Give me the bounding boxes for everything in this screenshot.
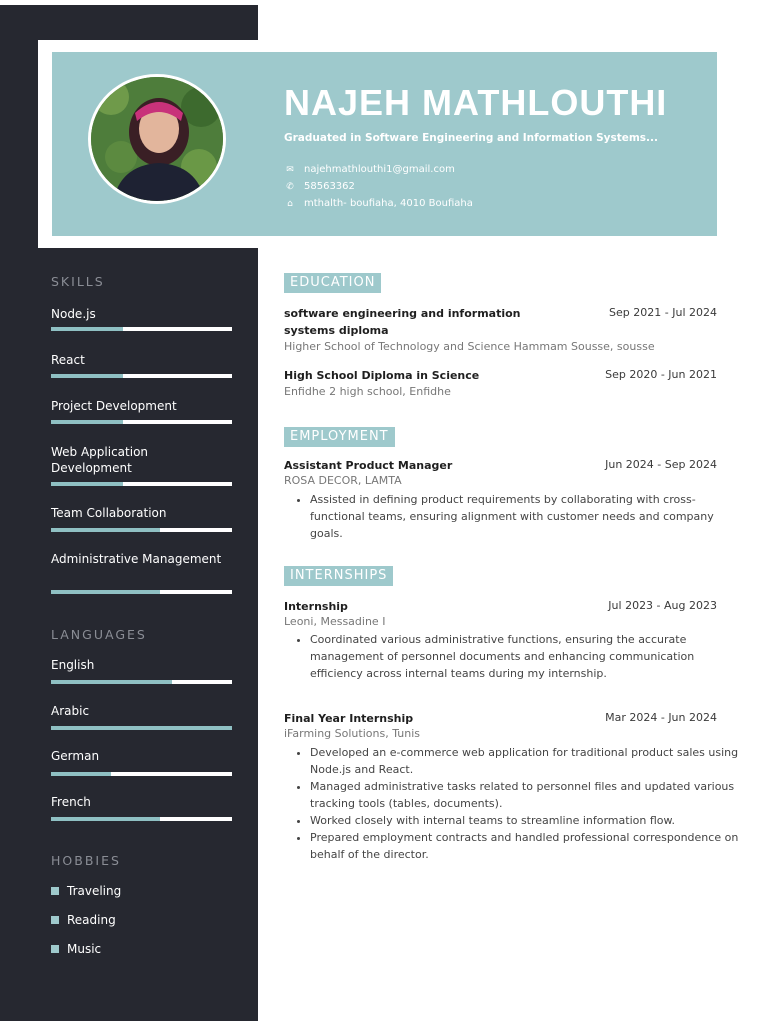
skill-bar — [51, 528, 232, 532]
education-date: Sep 2021 - Jul 2024 — [609, 306, 717, 319]
profile-photo — [91, 77, 223, 201]
skill-bar — [51, 590, 232, 594]
bullet-square-icon — [51, 916, 59, 924]
skill-bar — [51, 482, 232, 486]
internship-title: Final Year Internship — [284, 712, 414, 725]
skill-bar-fill — [51, 374, 123, 378]
hobby-label: Reading — [67, 913, 116, 927]
language-bar-fill — [51, 680, 172, 684]
internship-date: Jul 2023 - Aug 2023 — [608, 599, 717, 612]
hobby-item — [51, 884, 121, 898]
education-school: Enfidhe 2 high school, Enfidhe — [284, 385, 451, 398]
language-bar — [51, 726, 232, 730]
hobby-item — [51, 942, 101, 956]
bullet-item: • Assisted in defining product requirements by collaborating with cross-functional teams, ensuring alignment with customer needs and company goals. — [310, 491, 740, 542]
education-title: software engineering and information systems diploma — [284, 307, 521, 337]
education-date: Sep 2020 - Jun 2021 — [605, 368, 717, 381]
employment-date: Jun 2024 - Sep 2024 — [605, 458, 717, 471]
hobby-label: Music — [67, 942, 102, 956]
envelope-icon: ✉ — [286, 164, 294, 175]
phone-text: 58563362 — [304, 181, 355, 192]
language-bar — [51, 772, 232, 776]
skill-label: Administrative Management — [51, 552, 222, 566]
hobby-label: Traveling — [67, 884, 122, 898]
language-bar — [51, 817, 232, 821]
education-title: High School Diploma in Science — [284, 369, 480, 382]
email-text: najehmathlouthi1@gmail.com — [304, 164, 455, 175]
language-label: French — [51, 795, 91, 809]
candidate-name: NAJEH MATHLOUTHI — [284, 82, 668, 123]
internship-bullets — [284, 631, 740, 682]
employment-bullets — [284, 491, 740, 542]
bullet-item: • Managed administrative tasks related to personnel files and updated various tracking tools (tables, documents). — [310, 778, 740, 812]
employment-title: Assistant Product Manager — [284, 459, 453, 472]
bullet-square-icon — [51, 887, 59, 895]
languages-heading: LANGUAGES — [51, 627, 147, 642]
contact-phone — [284, 181, 355, 192]
candidate-subtitle: Graduated in Software Engineering and Information Systems... — [284, 132, 659, 144]
language-bar-fill — [51, 772, 111, 776]
language-bar — [51, 680, 232, 684]
hobby-item — [51, 913, 116, 927]
skill-label: Team Collaboration — [51, 506, 167, 520]
internship-title: Internship — [284, 600, 348, 613]
internship-date: Mar 2024 - Jun 2024 — [605, 711, 717, 724]
avatar — [88, 74, 226, 204]
education-school: Higher School of Technology and Science Hammam Sousse, sousse — [284, 340, 655, 353]
bullet-item: • Developed an e-commerce web application for traditional product sales using Node.js and React. — [310, 744, 740, 778]
bullet-square-icon — [51, 945, 59, 953]
language-label: Arabic — [51, 704, 90, 718]
skill-label: Node.js — [51, 307, 96, 321]
internship-company: iFarming Solutions, Tunis — [284, 727, 420, 740]
phone-icon: ✆ — [286, 181, 294, 192]
skill-label: React — [51, 353, 85, 367]
language-label: English — [51, 658, 95, 672]
internships-heading: INTERNSHIPS — [284, 566, 393, 586]
skill-label: Web Application Development — [51, 445, 149, 475]
skill-bar-fill — [51, 482, 123, 486]
skill-bar — [51, 420, 232, 424]
skill-bar-fill — [51, 327, 123, 331]
hobbies-heading: HOBBIES — [51, 853, 121, 868]
home-icon: ⌂ — [287, 198, 293, 209]
internship-company: Leoni, Messadine I — [284, 615, 386, 628]
education-heading: EDUCATION — [284, 273, 381, 293]
language-bar-fill — [51, 817, 160, 821]
bullet-item: • Coordinated various administrative functions, ensuring the accurate management of personnel documents and enhancing communication efficiency across internal teams during my internship. — [310, 631, 740, 682]
internship-bullets — [284, 744, 740, 863]
skill-bar-fill — [51, 590, 160, 594]
contact-address — [284, 198, 473, 209]
employment-company: ROSA DECOR, LAMTA — [284, 474, 402, 487]
skill-bar-fill — [51, 420, 123, 424]
employment-heading: EMPLOYMENT — [284, 427, 395, 447]
contact-email — [284, 164, 455, 175]
bullet-item: • Prepared employment contracts and handled professional correspondence on behalf of the director. — [310, 829, 740, 863]
bullet-item: • Worked closely with internal teams to streamline information flow. — [310, 812, 740, 829]
language-bar-fill — [51, 726, 232, 730]
skill-label: Project Development — [51, 399, 177, 413]
skills-heading: SKILLS — [51, 274, 105, 289]
language-label: German — [51, 749, 100, 763]
skill-bar — [51, 327, 232, 331]
skill-bar-fill — [51, 528, 160, 532]
address-text: mthalth- boufiaha, 4010 Boufiaha — [304, 198, 473, 209]
skill-bar — [51, 374, 232, 378]
